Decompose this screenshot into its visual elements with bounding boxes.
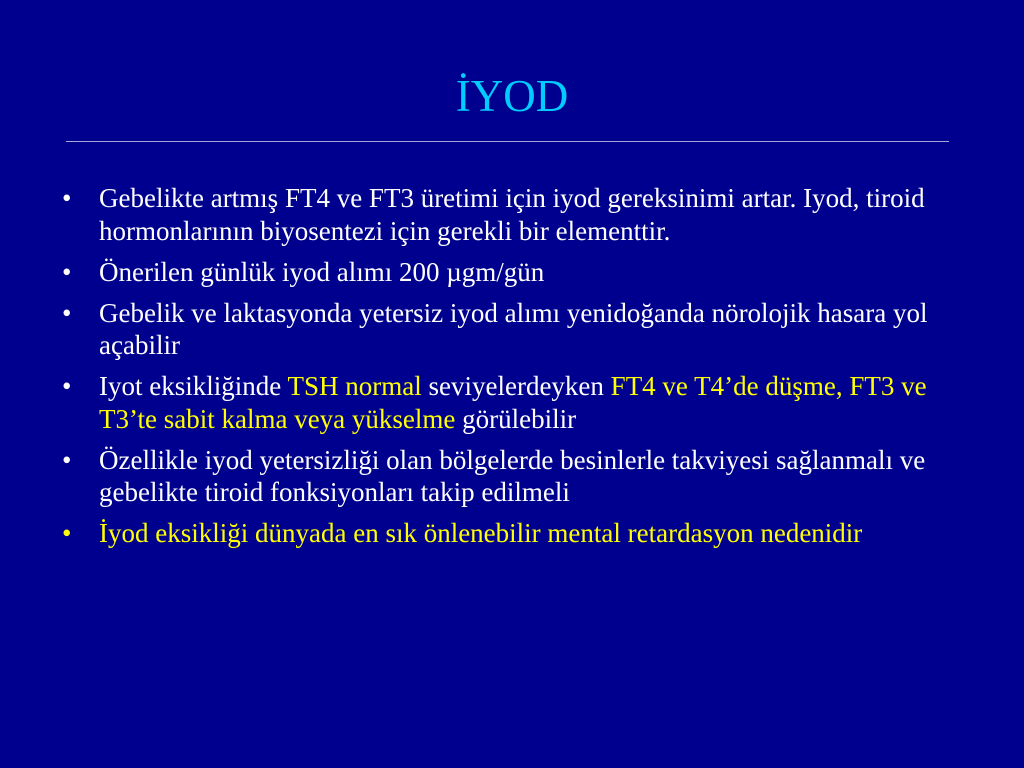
slide-title: İYOD	[455, 71, 569, 121]
bullet-marker: •	[62, 256, 72, 287]
bullet-text: Özellikle iyod yetersizliği olan bölgelerde besinlerle takviyesi sağlanmalı ve gebelikte tiroid fonksiyonları takip edilmeli	[99, 444, 926, 507]
bullet-text: Gebelik ve laktasyonda yetersiz iyod alımı yenidoğanda nörolojik hasara yol açabilir	[99, 297, 928, 360]
bullet-item	[62, 182, 962, 247]
highlighted-text: TSH normal	[287, 371, 422, 401]
bullet-item	[62, 256, 962, 289]
bullet-list	[62, 182, 962, 558]
bullet-item	[62, 370, 962, 435]
bullet-text-segment: görülebilir	[455, 403, 577, 434]
bullet-text: Önerilen günlük iyod alımı 200 µgm/gün	[99, 256, 545, 287]
bullet-marker: •	[62, 297, 72, 328]
bullet-marker: •	[62, 518, 72, 548]
bullet-marker: •	[62, 444, 72, 475]
bullet-marker: •	[62, 183, 72, 213]
bullet-text: Gebelikte artmış FT4 ve FT3 üretimi için iyod gereksinimi artar. Iyod, tiroid hormonlarının biyosentezi için gerekli bir elementtir.	[99, 183, 925, 246]
bullet-text	[99, 371, 927, 434]
bullet-item	[62, 297, 962, 362]
bullet-text: İyod eksikliği dünyada en sık önlenebilir mental retardasyon nedenidir	[99, 518, 863, 548]
bullet-text-segment: seviyelerdeyken	[421, 371, 611, 401]
bullet-marker: •	[62, 371, 72, 401]
bullet-item	[62, 444, 962, 509]
highlighted-text: FT4 ve T4’de düşme, FT3 ve T3’te sabit kalma veya yükselme	[99, 371, 927, 434]
bullet-text-segment: Iyot eksikliğinde	[99, 371, 288, 401]
bullet-item-highlighted	[62, 517, 962, 550]
title-divider	[66, 141, 949, 142]
